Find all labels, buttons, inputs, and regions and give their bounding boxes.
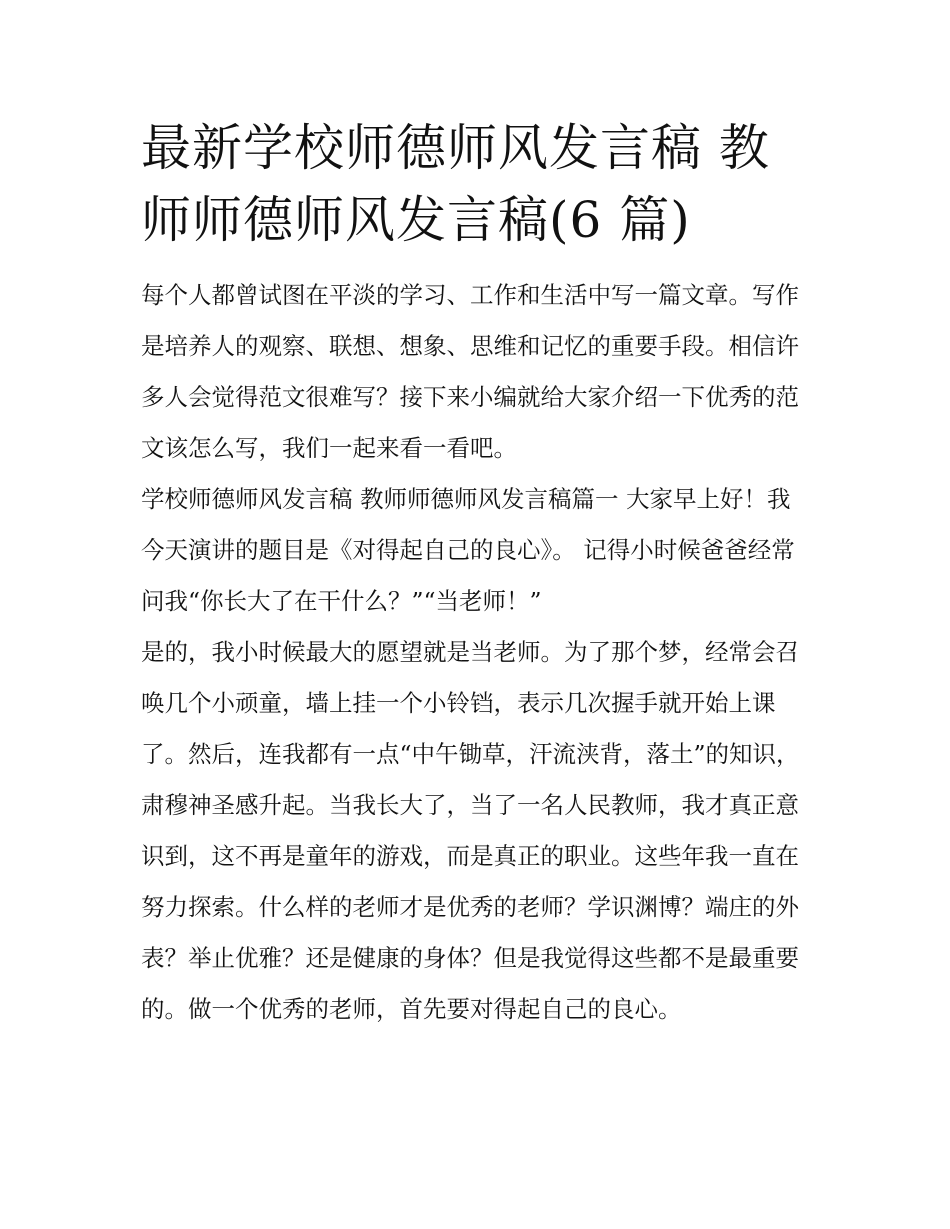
speech-opening-paragraph: 学校师德师风发言稿 教师师德师风发言稿篇一 大家早上好！我今天演讲的题目是《对得起自己的良心》。 记得小时候爸爸经常问我“你长大了在干什么？”“当老师！” [141,485,795,615]
document-page [141,112,813,1035]
intro-paragraph: 每个人都曾试图在平淡的学习、工作和生活中写一篇文章。写作是培养人的观察、联想、想象、思维和记忆的重要手段。相信许多人会觉得范文很难写？接下来小编就给大家介绍一下优秀的范文该怎么写，我们一起来看一看吧。 [141,281,799,462]
document-title: 最新学校师德师风发言稿 教师师德师风发言稿(6 篇) [141,119,770,249]
speech-body-paragraph: 是的，我小时候最大的愿望就是当老师。为了那个梦，经常会召唤几个小顽童，墙上挂一个小铃铛，表示几次握手就开始上课了。然后，连我都有一点“中午锄草，汗流浃背，落土”的知识，肃穆神圣感升起。当我长大了，当了一名人民教师，我才真正意识到，这不再是童年的游戏，而是真正的职业。这些年我一直在努力探索。什么样的老师才是优秀的老师？学识渊博？端庄的外表？举止优雅？还是健康的身体？但是我觉得这些都不是最重要的。做一个优秀的老师，首先要对得起自己的良心。 [141,638,800,1023]
